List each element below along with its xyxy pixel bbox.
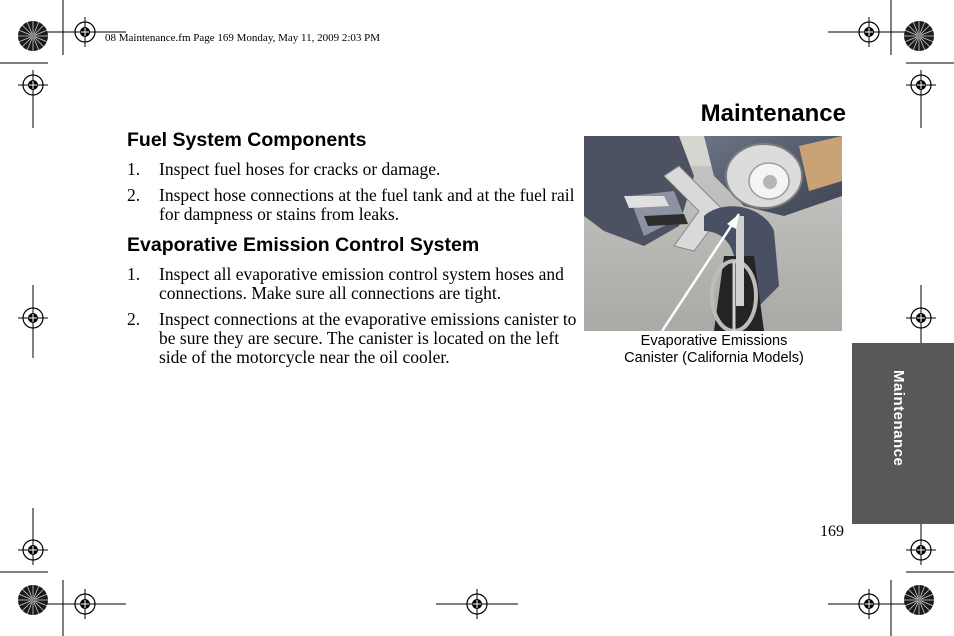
motorcycle-photo [584,136,842,331]
list-item [127,186,577,224]
list-item [127,160,577,179]
page-number: 169 [820,523,844,540]
side-tab-label: Maintenance [890,370,907,467]
step-text: Inspect fuel hoses for cracks or damage. [159,159,441,179]
step-number: 2. [127,185,141,205]
running-header: 08 Maintenance.fm Page 169 Monday, May 11, 2009 2:03 PM [105,32,381,44]
fuel-system-steps [127,160,577,231]
photo-caption [590,333,838,367]
list-item [127,265,577,303]
step-text: Inspect all evaporative emission control system hoses and connections. Make sure all connections are tight. [159,264,564,303]
step-number: 2. [127,309,141,329]
section-side-tab [852,343,954,524]
step-number: 1. [127,264,141,284]
page-title: Maintenance [700,100,846,127]
caption-line-2: Canister (California Models) [624,350,804,366]
section-heading-evap-emission: Evaporative Emission Control System [127,234,480,256]
evap-emission-steps [127,265,577,374]
motorcycle-illustration [584,136,842,331]
step-text: Inspect hose connections at the fuel tank and at the fuel rail for dampness or stains from leaks. [159,185,575,224]
step-text: Inspect connections at the evaporative emissions canister to be sure they are secure. The canister is located on the left side of the motorcycle near the oil cooler. [159,309,577,367]
caption-line-1: Evaporative Emissions [640,333,788,349]
section-heading-fuel-system: Fuel System Components [127,129,367,151]
step-number: 1. [127,159,141,179]
list-item [127,310,577,367]
